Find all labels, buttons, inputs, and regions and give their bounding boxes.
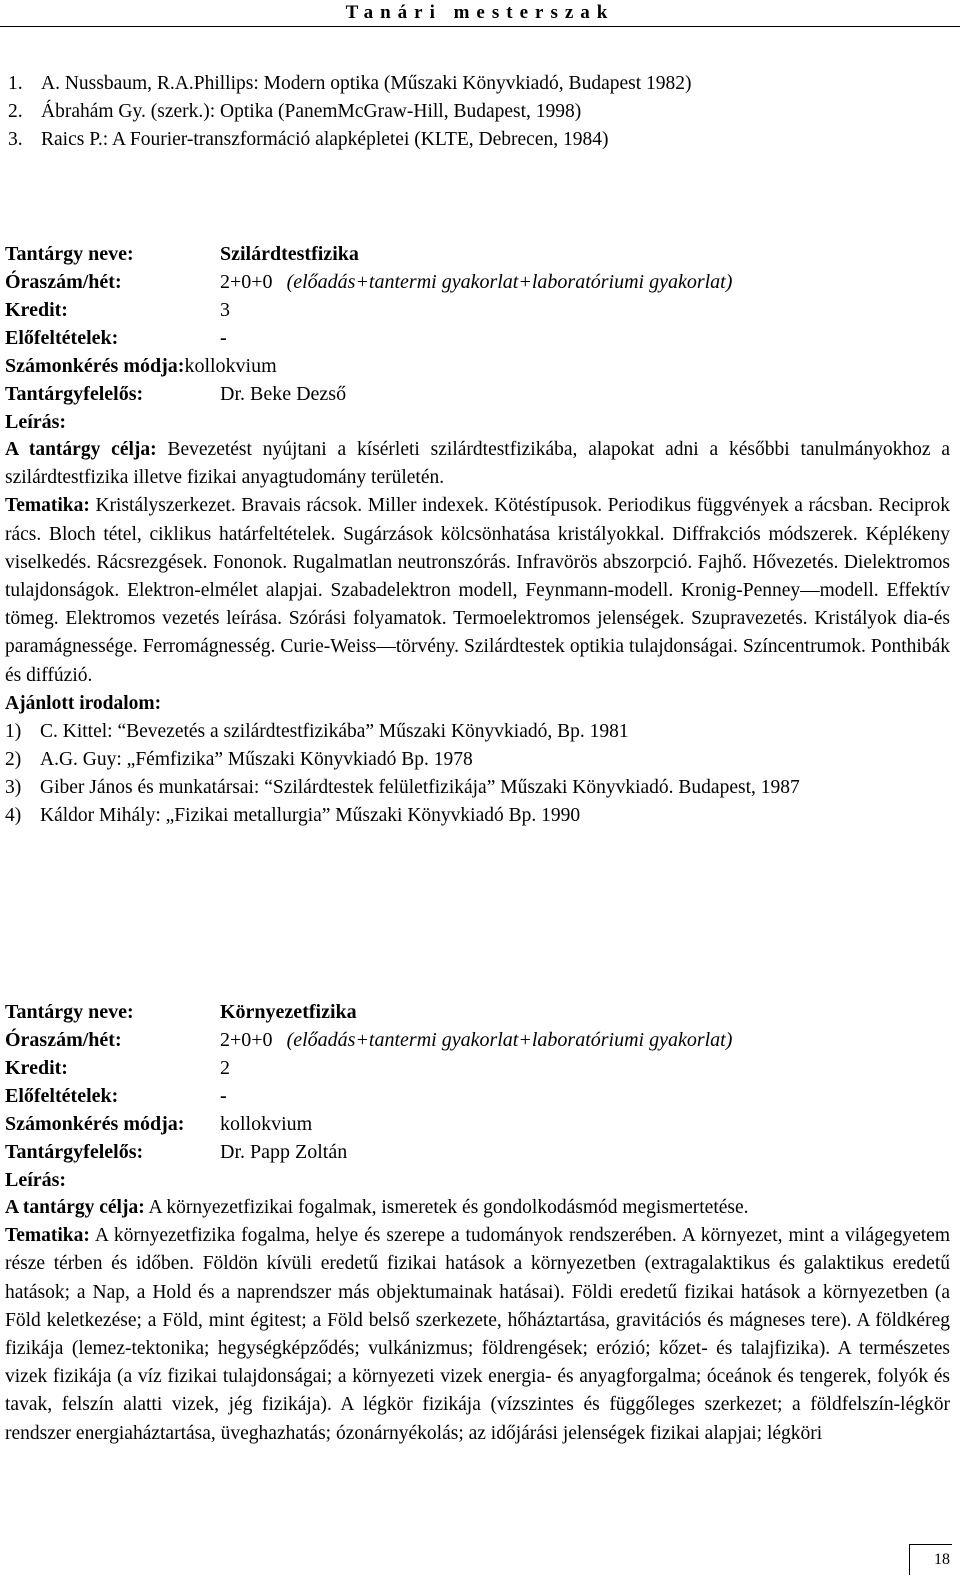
subject-solid-state-physics <box>5 240 950 830</box>
page-header <box>0 0 960 27</box>
responsible-row: Tantárgyfelelős: Dr. Papp Zoltán <box>5 1141 348 1163</box>
header-title: Tanári mesterszak <box>345 2 615 23</box>
page-number: 18 <box>909 1544 952 1575</box>
reference-item: 3. Raics P.: A Fourier-transzformáció alapképletei (KLTE, Debrecen, 1984) <box>8 129 609 150</box>
subject-name: Környezetfizika <box>220 1001 357 1023</box>
exam-row: Számonkérés módja: kollokvium <box>5 1113 313 1135</box>
reference-item: 2. Ábrahám Gy. (szerk.): Optika (PanemMcGraw-Hill, Budapest, 1998) <box>8 101 582 122</box>
description-label-row: Leírás: <box>5 411 67 433</box>
literature-item: 2) A.G. Guy: „Fémfizika” Műszaki Könyvkiadó Bp. 1978 <box>5 748 473 770</box>
credit-row: Kredit: 3 <box>5 299 230 321</box>
subject-goal: A tantárgy célja: A környezetfizikai fogalmak, ismeretek és gondolkodásmód megismertetése. <box>5 1197 749 1218</box>
literature-item: 4) Káldor Mihály: „Fizikai metallurgia” Műszaki Könyvkiadó Bp. 1990 <box>5 804 581 826</box>
literature-item: 3) Giber János és munkatársai: “Szilárdtestek felületfizikája” Műszaki Könyvkiadó. Budapest, 1987 <box>5 776 800 798</box>
prereq-row: Előfeltételek: - <box>5 327 227 349</box>
subject-topics: Tematika: Kristályszerkezet. Bravais rácsok. Miller indexek. Kötéstípusok. Periodikus függvények a rácsban. Reciprok rács. Bloch tétel, ciklikus határfeltételek. Sugárzások kölcsönhatása kristályokkal. Diffrakciós módszerek. Képlékeny viselkedés. Rácsrezgések. Fononok. Rugalmatlan neutronszórás. Infravörös abszorpció. Fajhő. Hővezetés. Dielektromos tulajdonságok. Elektron-elmélet alapjai. Szabadelektron modell, Feynmann-modell. Kronig-Penney—modell. Effektív tömeg. Elektromos vezetés leírása. Szórási folyamatok. Termoelektromos jelenségek. Szupravezetés. Kristályok dia-és paramágnessége. Ferromágnesség. Curie-Weiss—törvény. Szilárdtestek optikia tulajdonságai. Színcentrumok. Ponthibák és diffúzió. <box>5 495 950 686</box>
optics-references <box>8 70 948 154</box>
hours-row: Óraszám/hét: 2+0+0 (előadás+tantermi gyakorlat+laboratóriumi gyakorlat) <box>5 1029 733 1051</box>
exam-row: Számonkérés módja:kollokvium <box>5 355 277 377</box>
subject-name-row: Tantárgy neve: Szilárdtestfizika <box>5 243 359 265</box>
subject-environmental-physics <box>5 998 950 1448</box>
description-label-row: Leírás: <box>5 1169 67 1191</box>
subject-name: Szilárdtestfizika <box>220 243 359 265</box>
reference-item: 1. A. Nussbaum, R.A.Phillips: Modern optika (Műszaki Könyvkiadó, Budapest 1982) <box>8 73 692 94</box>
subject-topics: Tematika: A környezetfizika fogalma, helye és szerepe a tudományok rendszerében. A környezet, mint a világegyetem része térben és időben. Földön kívüli eredetű fizikai hatások a környezetben (extragalaktikus és galaktikus eredetű hatások; a Nap, a Hold és a naprendszer más objektumainak hatásai). Földi eredetű fizikai hatások a környezetben (a Föld keletkezése; a Föld, mint égitest; a Föld belső szerkezete, hőháztartása, gravitációs és mágneses tere). A földkéreg fizikája (lemez-tektonika; hegységképződés; vulkánizmus; földrengések; erózió; kőzet- és talajfizika). A természetes vizek fizikája (a víz fizikai tulajdonságai; a környezeti vizek energia- és anyagforgalma; óceánok és tengerek, folyók és tavak, felszín alatti vizek, jég fizikája). A légkör fizikája (vízszintes és függőleges szerkezet; a földfelszín-légkör rendszer energiaháztartása, üveghazhatás; ózonárnyékolás; az időjárási jelenségek fizikai alapjai; légköri <box>5 1225 950 1444</box>
subject-goal: A tantárgy célja: Bevezetést nyújtani a kísérleti szilárdtestfizikába, alapokat adni a későbbi tanulmányokhoz a szilárdtestfizika illetve fizikai anyagtudomány területén. <box>5 439 950 489</box>
hours-row: Óraszám/hét: 2+0+0 (előadás+tantermi gyakorlat+laboratóriumi gyakorlat) <box>5 271 733 293</box>
responsible-row: Tantárgyfelelős: Dr. Beke Dezső <box>5 383 347 405</box>
credit-row: Kredit: 2 <box>5 1057 230 1079</box>
literature-item: 1) C. Kittel: “Bevezetés a szilárdtestfizikába” Műszaki Könyvkiadó, Bp. 1981 <box>5 720 629 742</box>
prereq-row: Előfeltételek: - <box>5 1085 227 1107</box>
recommended-literature <box>5 718 950 830</box>
literature-label-row: Ajánlott irodalom: <box>5 692 162 714</box>
subject-name-row: Tantárgy neve: Környezetfizika <box>5 1001 357 1023</box>
